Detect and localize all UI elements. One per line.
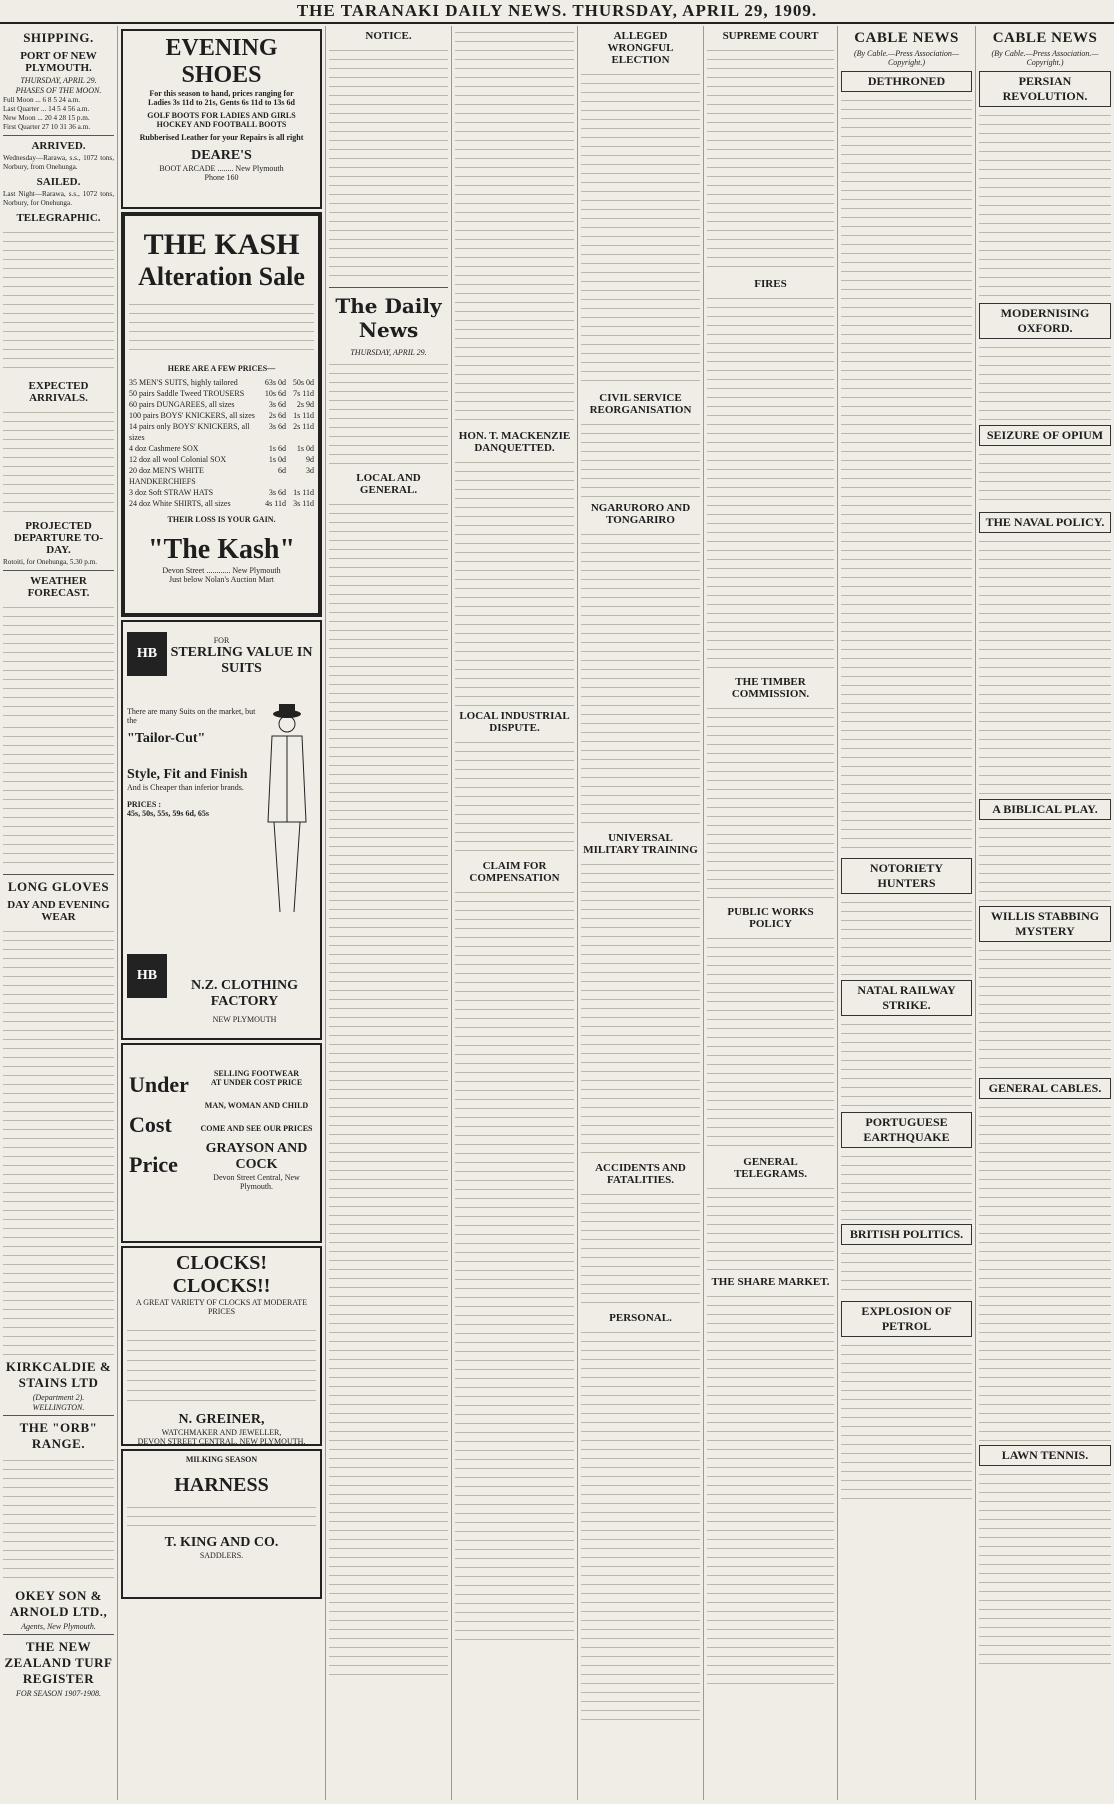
suits-ad	[121, 620, 322, 1040]
willis-heading: WILLIS STABBING MYSTERY	[979, 906, 1111, 942]
under-word: Under	[129, 1072, 189, 1097]
general-tel-heading: GENERAL TELEGRAMS.	[733, 1156, 808, 1180]
kash-price-now: 1s 11d	[293, 488, 314, 497]
weather-heading: WEATHER FORECAST.	[27, 575, 90, 599]
kash-price-row	[129, 443, 314, 454]
local-heading: LOCAL AND GENERAL.	[356, 472, 421, 496]
kash-price-row	[129, 388, 314, 399]
kash-price-now: 1s 0d	[296, 444, 314, 453]
suits-many: There are many Suits on the market, but the	[127, 707, 256, 725]
british-heading: BRITISH POLITICS.	[841, 1224, 972, 1245]
share-heading: THE SHARE MARKET.	[711, 1276, 830, 1288]
ngaruroro-heading: NGARURORO AND TONGARIRO	[590, 502, 691, 526]
kash-price-item: 14 pairs only BOYS' KNICKERS, all sizes	[129, 422, 250, 442]
supreme-heading: SUPREME COURT	[722, 30, 819, 42]
orb-heading: THE "ORB" RANGE.	[19, 1420, 98, 1451]
turf-sub: FOR SEASON 1907-1908.	[15, 1689, 102, 1698]
personal-heading: PERSONAL.	[609, 1312, 672, 1324]
kirkcaldie-heading: KIRKCALDIE & STAINS LTD	[5, 1359, 112, 1390]
kash-loss: THEIR LOSS IS YOUR GAIN.	[167, 515, 276, 524]
port-heading: PORT OF NEW PLYMOUTH.	[20, 50, 97, 74]
hb-logo: HB	[127, 632, 167, 676]
kash-price-now: 50s 0d	[292, 378, 314, 387]
column-shipping	[0, 26, 118, 1800]
milking-ad	[121, 1449, 322, 1599]
public-heading: PUBLIC WORKS POLICY	[727, 906, 814, 930]
kash-price-was: 2s 6d	[268, 411, 286, 420]
kash-price-row	[129, 498, 314, 509]
kash-price-was: 1s 6d	[268, 444, 286, 453]
kash-name: "The Kash"	[147, 534, 295, 565]
kash-price-row	[129, 421, 314, 443]
cheaper: And is Cheaper than inferior brands.	[127, 783, 244, 792]
nz-clothing-city: NEW PLYMOUTH	[212, 1015, 277, 1024]
column-cables-1	[838, 26, 976, 1800]
shoes-line: GOLF BOOTS FOR LADIES AND GIRLS	[147, 111, 296, 120]
kash-price-was: 4s 11d	[265, 499, 286, 508]
opium-heading: SEIZURE OF OPIUM	[979, 425, 1111, 446]
kash-price-item: 60 pairs DUNGAREES, all sizes	[129, 400, 235, 409]
moon-row: Full Moon ... 6 8 5 24 a.m.	[3, 96, 81, 104]
deare-phone: Phone 160	[204, 173, 239, 182]
departures-text: Rotoiti, for Onehunga, 5.30 p.m.	[3, 558, 98, 566]
kash-price-item: 50 pairs Saddle Tweed TROUSERS	[129, 389, 245, 398]
gloves-heading: LONG GLOVES	[7, 879, 110, 894]
dispute-heading: LOCAL INDUSTRIAL DISPUTE.	[459, 710, 570, 734]
notice-heading: NOTICE.	[365, 30, 412, 42]
gloves-subheading: DAY AND EVENING WEAR	[7, 899, 110, 923]
shoes-line: HOCKEY AND FOOTBALL BOOTS	[156, 120, 287, 129]
clocks-sub: A GREAT VARIETY OF CLOCKS AT MODERATE PRICES	[135, 1298, 308, 1316]
arrived-heading: ARRIVED.	[31, 140, 86, 152]
kash-price-item: 20 doz MEN'S WHITE HANDKERCHIEFS	[129, 466, 204, 486]
kash-price-was: 1s 0d	[268, 455, 286, 464]
cable-heading: CABLE NEWS	[854, 30, 959, 46]
kash-price-now: 7s 11d	[293, 389, 314, 398]
footwear-line: COME AND SEE OUR PRICES	[200, 1124, 313, 1133]
moon-row: First Quarter 27 10 31 36 a.m.	[3, 123, 91, 131]
explosion-heading: EXPLOSION OF PETROL	[841, 1301, 972, 1337]
departures-heading: PROJECTED DEPARTURE TO-DAY.	[13, 520, 104, 556]
cable-sub: (By Cable.—Press Association.—Copyright.)	[991, 49, 1099, 67]
king-sub: SADDLERS.	[199, 1551, 244, 1560]
nz-clothing: N.Z. CLOTHING FACTORY	[191, 978, 298, 1009]
kash-price-now: 2s 11d	[293, 422, 314, 431]
column-cables-2	[976, 26, 1114, 1800]
greiner-sub: WATCHMAKER AND JEWELLER,	[161, 1428, 282, 1437]
hon-heading: HON. T. MACKENZIE DANQUETTED.	[458, 430, 571, 454]
deare-address: BOOT ARCADE ........ New Plymouth	[159, 164, 284, 173]
kirkcaldie-dept: (Department 2).	[32, 1393, 85, 1402]
accidents-heading: ACCIDENTS AND FATALITIES.	[595, 1162, 686, 1186]
footwear-line: SELLING FOOTWEAR	[213, 1069, 300, 1078]
kash-price-row	[129, 454, 314, 465]
timber-heading: THE TIMBER COMMISSION.	[731, 676, 810, 700]
kash-price-row	[129, 410, 314, 421]
alleged-heading: ALLEGED WRONGFUL ELECTION	[607, 30, 674, 66]
shoes-line: Ladies 3s 11d to 21s, Gents 6s 11d to 13s 6d	[148, 98, 295, 107]
greiner-address: DEVON STREET CENTRAL, NEW PLYMOUTH.	[137, 1437, 306, 1446]
style-fit: Style, Fit and Finish	[127, 767, 248, 782]
milking-title: MILKING SEASON	[185, 1455, 258, 1464]
shipping-date: THURSDAY, APRIL 29.	[20, 76, 97, 85]
kash-price-now: 2s 9d	[296, 400, 314, 409]
civil-heading: CIVIL SERVICE REORGANISATION	[589, 392, 692, 416]
price-word: Price	[129, 1152, 178, 1177]
okey-sub: Agents, New Plymouth.	[21, 1622, 96, 1631]
kash-price-item: 100 pairs BOYS' KNICKERS, all sizes	[129, 411, 255, 420]
greiner-name: N. GREINER,	[178, 1412, 265, 1427]
kash-price-was: 6d	[278, 466, 286, 475]
kash-price-now: 1s 11d	[293, 411, 314, 420]
moon-row: Last Quarter ... 14 5 4 56 a.m.	[3, 105, 90, 113]
column-notices	[326, 26, 452, 1800]
tailor-cut: "Tailor-Cut"	[127, 731, 206, 746]
general-heading: GENERAL CABLES.	[979, 1078, 1111, 1099]
kash-price-row	[129, 465, 314, 487]
prices-heading: PRICES :	[127, 800, 162, 809]
kash-price-now: 3s 11d	[293, 499, 314, 508]
natal-heading: NATAL RAILWAY STRIKE.	[841, 980, 972, 1016]
shoes-title: EVENING SHOES	[165, 35, 278, 88]
kash-price-item: 12 doz all wool Colonial SOX	[129, 455, 227, 464]
kash-price-was: 3s 6d	[268, 422, 286, 431]
biblical-heading: A BIBLICAL PLAY.	[979, 799, 1111, 820]
oxford-heading: MODERNISING OXFORD.	[979, 303, 1111, 339]
man-figure-icon	[262, 702, 312, 922]
dethroned-heading: DETHRONED	[841, 71, 972, 92]
column-ads	[118, 26, 326, 1800]
expected-heading: EXPECTED ARRIVALS.	[28, 380, 89, 404]
kash-ad	[121, 212, 322, 617]
naval-heading: THE NAVAL POLICY.	[979, 512, 1111, 533]
kirkcaldie-city: WELLINGTON.	[32, 1403, 85, 1412]
king-name: T. KING AND CO.	[164, 1535, 279, 1550]
sailed-heading: SAILED.	[36, 176, 81, 188]
prices: 45s, 50s, 55s, 59s 6d, 65s	[127, 809, 210, 818]
clocks-ad	[121, 1246, 322, 1446]
kash-price-was: 3s 6d	[268, 488, 286, 497]
turf-heading: THE NEW ZEALAND TURF REGISTER	[4, 1639, 113, 1686]
clocks-title: CLOCKS! CLOCKS!!	[172, 1252, 271, 1297]
cable-heading: CABLE NEWS	[992, 30, 1098, 46]
masthead: THE TARANAKI DAILY NEWS. THURSDAY, APRIL 29, 1909.	[0, 0, 1114, 24]
sailed-text: Last Night—Rarawa, s.s., 1072 tons, Norbury, for Onehunga.	[3, 190, 114, 207]
deare-name: DEARE'S	[191, 148, 252, 163]
kash-price-was: 10s 6d	[264, 389, 286, 398]
kash-price-was: 63s 0d	[264, 378, 286, 387]
kash-price-item: 4 doz Cashmere SOX	[129, 444, 199, 453]
column-courts	[704, 26, 838, 1800]
harness-title: HARNESS	[174, 1474, 269, 1496]
shoes-line: For this season to hand, prices ranging for	[149, 89, 294, 98]
moon-heading: PHASES OF THE MOON.	[15, 86, 102, 95]
shoes-line: Rubberised Leather for your Repairs is all right	[139, 133, 304, 142]
daily-news-title: The Daily News	[335, 294, 442, 342]
claim-heading: CLAIM FOR COMPENSATION	[469, 860, 560, 884]
column-news	[452, 26, 578, 1800]
kash-price-row	[129, 377, 314, 388]
kash-subtitle: Alteration Sale	[138, 262, 305, 291]
okey-heading: OKEY SON & ARNOLD LTD.,	[9, 1588, 108, 1619]
persian-heading: PERSIAN REVOLUTION.	[979, 71, 1111, 107]
footwear-line: MAN, WOMAN AND CHILD	[204, 1101, 309, 1110]
telegraphic-heading: TELEGRAPHIC.	[16, 212, 101, 224]
kash-address2: Just below Nolan's Auction Mart	[169, 575, 274, 584]
universal-heading: UNIVERSAL MILITARY TRAINING	[583, 832, 698, 856]
kash-price-item: 24 doz White SHIRTS, all sizes	[129, 499, 231, 508]
shipping-heading: SHIPPING.	[23, 30, 94, 45]
fires-heading: FIRES	[754, 278, 787, 290]
kash-price-was: 3s 6d	[268, 400, 286, 409]
kash-address: Devon Street ............ New Plymouth	[162, 566, 281, 575]
grayson-name: GRAYSON AND COCK	[205, 1141, 308, 1172]
suits-title: STERLING VALUE IN SUITS	[170, 645, 313, 676]
notoriety-heading: NOTORIETY HUNTERS	[841, 858, 972, 894]
moon-row: New Moon ... 20 4 28 15 p.m.	[3, 114, 90, 122]
daily-news-date: THURSDAY, APRIL 29.	[350, 348, 427, 357]
kash-price-item: 35 MEN'S SUITS, highly tailored	[129, 378, 238, 387]
cable-sub: (By Cable.—Press Association—Copyright.)	[853, 49, 960, 67]
portuguese-heading: PORTUGUESE EARTHQUAKE	[841, 1112, 972, 1148]
cost-word: Cost	[129, 1112, 172, 1137]
grayson-address: Devon Street Central, New Plymouth.	[213, 1173, 300, 1191]
arrived-text: Wednesday—Rarawa, s.s., 1072 tons, Norbury, from Onehunga.	[3, 154, 114, 171]
footwear-line: AT UNDER COST PRICE	[210, 1078, 303, 1087]
tennis-heading: LAWN TENNIS.	[979, 1445, 1111, 1466]
suits-for: FOR	[213, 636, 230, 645]
column-telegraph	[578, 26, 704, 1800]
kash-price-row	[129, 487, 314, 498]
kash-price-item: 3 doz Soft STRAW HATS	[129, 488, 214, 497]
under-cost-ad	[121, 1043, 322, 1243]
kash-prices-heading: HERE ARE A FEW PRICES—	[167, 364, 276, 373]
kash-price-row	[129, 399, 314, 410]
hb-logo: HB	[127, 954, 167, 998]
evening-shoes-ad	[121, 29, 322, 209]
kash-price-now: 9d	[306, 455, 314, 464]
kash-title: THE KASH	[143, 228, 300, 261]
kash-price-now: 3d	[306, 466, 314, 475]
